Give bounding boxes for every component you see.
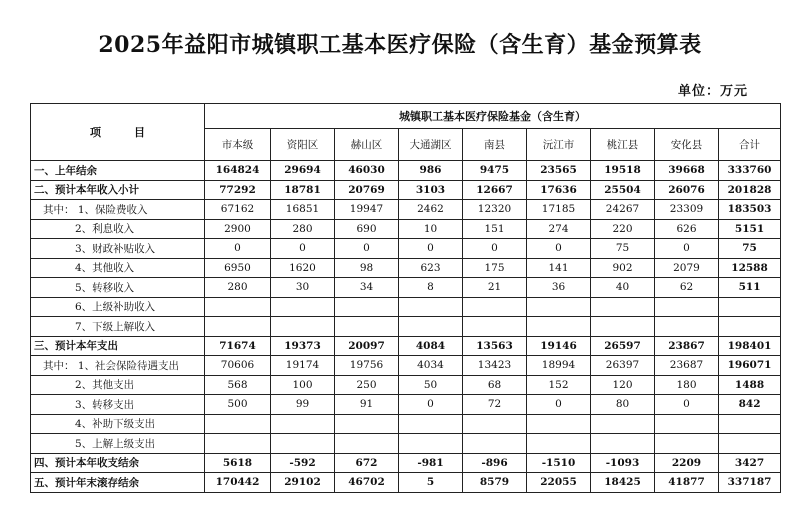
- value-cell: 26076: [655, 180, 719, 200]
- value-cell: 2209: [655, 453, 719, 473]
- value-cell: 19146: [527, 336, 591, 356]
- value-cell: [655, 297, 719, 317]
- value-cell: 19373: [271, 336, 335, 356]
- value-cell: [463, 317, 527, 337]
- column-header: 沅江市: [527, 129, 591, 161]
- budget-table: [30, 103, 781, 493]
- value-cell: 77292: [205, 180, 271, 200]
- row-label: 5、转移收入: [31, 278, 205, 298]
- value-cell: 36: [527, 278, 591, 298]
- value-cell: 50: [399, 375, 463, 395]
- value-cell: 23565: [527, 161, 591, 181]
- value-cell: 20097: [335, 336, 399, 356]
- value-cell: 5: [399, 473, 463, 493]
- total-cell: 196071: [719, 356, 781, 376]
- value-cell: [463, 434, 527, 454]
- value-cell: 0: [463, 239, 527, 259]
- column-header: 安化县: [655, 129, 719, 161]
- table-row: [31, 473, 781, 493]
- value-cell: 164824: [205, 161, 271, 181]
- value-cell: 19518: [591, 161, 655, 181]
- value-cell: 62: [655, 278, 719, 298]
- value-cell: 5618: [205, 453, 271, 473]
- value-cell: [205, 414, 271, 434]
- value-cell: 568: [205, 375, 271, 395]
- value-cell: 20769: [335, 180, 399, 200]
- table-row: [31, 161, 781, 181]
- total-cell: [719, 414, 781, 434]
- value-cell: 26597: [591, 336, 655, 356]
- value-cell: 170442: [205, 473, 271, 493]
- value-cell: 12667: [463, 180, 527, 200]
- value-cell: [205, 434, 271, 454]
- value-cell: [655, 414, 719, 434]
- table-row: [31, 278, 781, 298]
- total-cell: 201828: [719, 180, 781, 200]
- value-cell: -592: [271, 453, 335, 473]
- value-cell: 690: [335, 219, 399, 239]
- value-cell: 21: [463, 278, 527, 298]
- value-cell: 0: [399, 239, 463, 259]
- value-cell: 0: [655, 395, 719, 415]
- value-cell: 30: [271, 278, 335, 298]
- value-cell: 91: [335, 395, 399, 415]
- value-cell: 25504: [591, 180, 655, 200]
- value-cell: 0: [335, 239, 399, 259]
- value-cell: 0: [399, 395, 463, 415]
- row-label: 3、转移支出: [31, 395, 205, 415]
- value-cell: 13423: [463, 356, 527, 376]
- row-label: 二、预计本年收入小计: [31, 180, 205, 200]
- value-cell: 70606: [205, 356, 271, 376]
- value-cell: 151: [463, 219, 527, 239]
- value-cell: [591, 317, 655, 337]
- row-label: 一、上年结余: [31, 161, 205, 181]
- value-cell: [335, 317, 399, 337]
- value-cell: 986: [399, 161, 463, 181]
- total-cell: 183503: [719, 200, 781, 220]
- table-row: [31, 336, 781, 356]
- total-cell: 5151: [719, 219, 781, 239]
- table-row: [31, 239, 781, 259]
- value-cell: [335, 434, 399, 454]
- column-header: 大通湖区: [399, 129, 463, 161]
- value-cell: [399, 434, 463, 454]
- row-label: 5、上解上级支出: [31, 434, 205, 454]
- total-cell: [719, 434, 781, 454]
- value-cell: 46702: [335, 473, 399, 493]
- value-cell: 80: [591, 395, 655, 415]
- item-header: 项 目: [31, 104, 205, 161]
- value-cell: 13563: [463, 336, 527, 356]
- table-row: [31, 434, 781, 454]
- total-cell: 1488: [719, 375, 781, 395]
- table-row: [31, 375, 781, 395]
- value-cell: [335, 297, 399, 317]
- value-cell: 10: [399, 219, 463, 239]
- value-cell: 9475: [463, 161, 527, 181]
- row-label: 6、上级补助收入: [31, 297, 205, 317]
- total-cell: 12588: [719, 258, 781, 278]
- value-cell: 18425: [591, 473, 655, 493]
- value-cell: 3103: [399, 180, 463, 200]
- row-label: 2、利息收入: [31, 219, 205, 239]
- column-header: 桃江县: [591, 129, 655, 161]
- value-cell: [591, 297, 655, 317]
- row-label: 其中： 1、保险费收入: [31, 200, 205, 220]
- total-cell: 75: [719, 239, 781, 259]
- value-cell: 12320: [463, 200, 527, 220]
- value-cell: 672: [335, 453, 399, 473]
- fund-header: 城镇职工基本医疗保险基金（含生育）: [205, 104, 781, 129]
- value-cell: 23687: [655, 356, 719, 376]
- value-cell: [271, 414, 335, 434]
- row-label: 4、补助下级支出: [31, 414, 205, 434]
- table-row: [31, 180, 781, 200]
- value-cell: [205, 297, 271, 317]
- value-cell: [527, 297, 591, 317]
- total-cell: 337187: [719, 473, 781, 493]
- value-cell: [399, 297, 463, 317]
- value-cell: [399, 414, 463, 434]
- value-cell: 4084: [399, 336, 463, 356]
- row-label: 2、其他支出: [31, 375, 205, 395]
- value-cell: 18994: [527, 356, 591, 376]
- value-cell: [271, 434, 335, 454]
- value-cell: [271, 297, 335, 317]
- table-row: [31, 395, 781, 415]
- header-row-1: [31, 104, 781, 129]
- value-cell: 2900: [205, 219, 271, 239]
- value-cell: 0: [527, 239, 591, 259]
- value-cell: 902: [591, 258, 655, 278]
- value-cell: 180: [655, 375, 719, 395]
- table-row: [31, 258, 781, 278]
- value-cell: -1510: [527, 453, 591, 473]
- value-cell: 175: [463, 258, 527, 278]
- value-cell: 72: [463, 395, 527, 415]
- value-cell: 16851: [271, 200, 335, 220]
- table-body: [31, 161, 781, 493]
- table-row: [31, 414, 781, 434]
- row-label: 4、其他收入: [31, 258, 205, 278]
- row-label: 四、预计本年收支结余: [31, 453, 205, 473]
- value-cell: 0: [655, 239, 719, 259]
- table-row: [31, 200, 781, 220]
- value-cell: 29694: [271, 161, 335, 181]
- value-cell: 67162: [205, 200, 271, 220]
- total-cell: 333760: [719, 161, 781, 181]
- value-cell: 623: [399, 258, 463, 278]
- table-row: [31, 297, 781, 317]
- value-cell: [527, 434, 591, 454]
- value-cell: 152: [527, 375, 591, 395]
- value-cell: [591, 434, 655, 454]
- value-cell: 2079: [655, 258, 719, 278]
- value-cell: 39668: [655, 161, 719, 181]
- value-cell: 0: [271, 239, 335, 259]
- value-cell: 18781: [271, 180, 335, 200]
- value-cell: -981: [399, 453, 463, 473]
- value-cell: 0: [527, 395, 591, 415]
- total-cell: 842: [719, 395, 781, 415]
- value-cell: 68: [463, 375, 527, 395]
- value-cell: 19947: [335, 200, 399, 220]
- column-header: 合计: [719, 129, 781, 161]
- value-cell: [399, 317, 463, 337]
- value-cell: 274: [527, 219, 591, 239]
- row-label: 7、下级上解收入: [31, 317, 205, 337]
- value-cell: 220: [591, 219, 655, 239]
- total-cell: 3427: [719, 453, 781, 473]
- row-label: 3、财政补贴收入: [31, 239, 205, 259]
- table-row: [31, 317, 781, 337]
- value-cell: 98: [335, 258, 399, 278]
- value-cell: 41877: [655, 473, 719, 493]
- page-title: 2025年益阳市城镇职工基本医疗保险（含生育）基金预算表: [98, 32, 702, 58]
- value-cell: [527, 317, 591, 337]
- total-cell: 511: [719, 278, 781, 298]
- value-cell: [527, 414, 591, 434]
- value-cell: [463, 297, 527, 317]
- value-cell: 8: [399, 278, 463, 298]
- table-row: [31, 219, 781, 239]
- value-cell: [205, 317, 271, 337]
- value-cell: [655, 317, 719, 337]
- value-cell: 8579: [463, 473, 527, 493]
- value-cell: 22055: [527, 473, 591, 493]
- value-cell: 120: [591, 375, 655, 395]
- column-header: 市本级: [205, 129, 271, 161]
- table-row: [31, 356, 781, 376]
- value-cell: 75: [591, 239, 655, 259]
- value-cell: 23309: [655, 200, 719, 220]
- total-cell: [719, 317, 781, 337]
- value-cell: [335, 414, 399, 434]
- row-label: 五、预计年末滚存结余: [31, 473, 205, 493]
- value-cell: 40: [591, 278, 655, 298]
- column-header: 资阳区: [271, 129, 335, 161]
- value-cell: 17185: [527, 200, 591, 220]
- column-header: 南县: [463, 129, 527, 161]
- value-cell: 141: [527, 258, 591, 278]
- value-cell: 23867: [655, 336, 719, 356]
- value-cell: 24267: [591, 200, 655, 220]
- value-cell: 1620: [271, 258, 335, 278]
- value-cell: 2462: [399, 200, 463, 220]
- value-cell: 626: [655, 219, 719, 239]
- value-cell: -1093: [591, 453, 655, 473]
- row-label: 其中： 1、社会保险待遇支出: [31, 356, 205, 376]
- value-cell: 280: [205, 278, 271, 298]
- value-cell: 500: [205, 395, 271, 415]
- value-cell: 46030: [335, 161, 399, 181]
- value-cell: 17636: [527, 180, 591, 200]
- value-cell: 280: [271, 219, 335, 239]
- value-cell: 100: [271, 375, 335, 395]
- table-row: [31, 453, 781, 473]
- value-cell: [463, 414, 527, 434]
- total-cell: 198401: [719, 336, 781, 356]
- total-cell: [719, 297, 781, 317]
- value-cell: [655, 434, 719, 454]
- value-cell: 250: [335, 375, 399, 395]
- value-cell: 0: [205, 239, 271, 259]
- value-cell: [271, 317, 335, 337]
- value-cell: 99: [271, 395, 335, 415]
- value-cell: 19174: [271, 356, 335, 376]
- value-cell: 34: [335, 278, 399, 298]
- column-header: 赫山区: [335, 129, 399, 161]
- value-cell: 4034: [399, 356, 463, 376]
- value-cell: 26397: [591, 356, 655, 376]
- value-cell: 71674: [205, 336, 271, 356]
- row-label: 三、预计本年支出: [31, 336, 205, 356]
- value-cell: 19756: [335, 356, 399, 376]
- value-cell: [591, 414, 655, 434]
- value-cell: -896: [463, 453, 527, 473]
- unit-label: 单位：万元: [677, 84, 748, 99]
- value-cell: 6950: [205, 258, 271, 278]
- value-cell: 29102: [271, 473, 335, 493]
